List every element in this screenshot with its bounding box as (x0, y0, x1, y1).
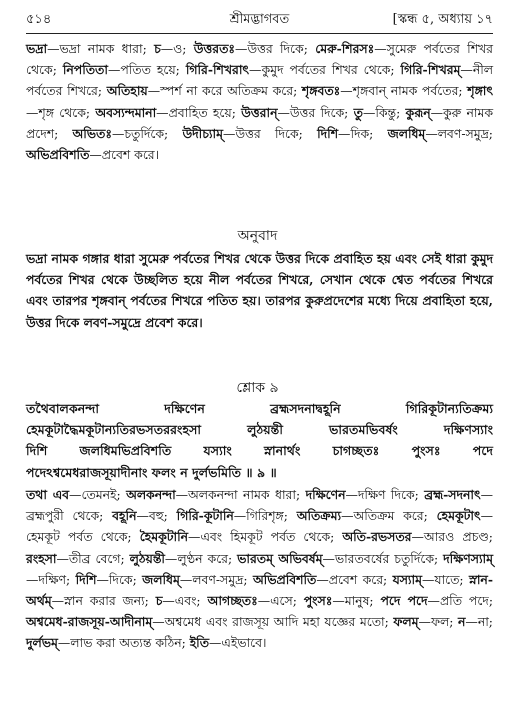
synonym-word: দুর্লভম্ (26, 635, 58, 651)
synonym-word: জলধিম্ (142, 571, 180, 587)
synonym-meaning: আরও প্রচণ্ড; (423, 529, 493, 545)
synonym-word: দক্ষিণস্যাম্ (443, 550, 494, 566)
synonym-meaning: পতিত হয়ে; (120, 62, 186, 78)
verse-line: তথৈবালকনন্দা দক্ষিণেন ব্রহ্মসদনাদ্বহূনি গিরিকূটান্যতিক্রম্য (26, 401, 493, 416)
synonym-word: অভিতঃ (72, 125, 112, 141)
synonym-word: ন (458, 614, 466, 630)
synonym-word: অলকনন্দা (126, 487, 176, 502)
synonym-word: স্নান-অর্থম্ (26, 571, 493, 609)
synonym-word: ইতি (189, 635, 210, 651)
synonym-meaning: উত্তর দিকে; (289, 104, 354, 120)
synonym-meaning: উত্তর দিকে; (235, 125, 318, 141)
header-divider (26, 33, 493, 34)
page-number: ৫১৪ (26, 12, 52, 27)
synonym-word: ব্রহ্ম-সদনাৎ (424, 487, 481, 502)
synonym-meaning: শৃঙ্গ থেকে; (38, 104, 96, 120)
synonym-meaning: লবণ-সমুদ্র; (192, 571, 253, 587)
synonym-word: অতিহায় (106, 83, 148, 99)
synonym-word: পদে পদে (380, 593, 428, 609)
synonym-meaning: গিরিশৃঙ্গ; (246, 508, 297, 524)
synonym-meaning: প্রবেশ করে; (328, 571, 393, 587)
translation-text: ভদ্রা নামক গঙ্গার ধারা সুমেরু পর্বতের শিখর থেকে উত্তর দিকে প্রবাহিত হয় এবং সেই ধারা কুমুদ পর্বতের শিখর থেকে উচ্ছলিত হয়ে নীল পর্বতের শিখরে, সেখান থেকে শ্বেত পর্বতের শিখরে এবং তারপর শৃঙ্গবান্ পর্বতের শিখরে পতিত হয়। তারপর কুরুপ্রদেশের মধ্যে দিয়ে প্রবাহিতা হয়ে, উত্তর দিকে লবণ-সমুদ্রে প্রবেশ করে। (26, 251, 493, 330)
synonym-word: শৃঙ্গবতঃ (301, 83, 341, 99)
verse-heading: শ্লোক ৯ (236, 380, 279, 396)
translation-heading: অনুবাদ (237, 228, 278, 244)
synonym-word: জলধিম্ (387, 125, 426, 141)
synonym-meaning: দিকে; (108, 571, 143, 587)
synonym-meaning: ফল; (430, 614, 459, 630)
synonym-word: লুঠয়ন্তী (129, 550, 165, 566)
book-title: শ্রীমদ্ভাগবত (229, 12, 290, 27)
synonym-word: অশ্বমেধ-রাজসূয়-আদীনাম্ (26, 614, 153, 630)
synonym-word: শৃঙ্গাৎ (467, 83, 493, 99)
synonym-meaning: লুণ্ঠন করে; (177, 550, 238, 566)
synonym-meaning: শৃঙ্গবান্ নামক পর্বতের; (352, 83, 468, 99)
synonym-word: কুরূন্ (405, 104, 431, 120)
synonym-meaning: হেমকূট পর্বত থেকে; (26, 529, 140, 545)
synonym-word: দিশি (75, 571, 97, 587)
synonym-word: অবস্যন্দমানা (95, 104, 157, 120)
synonym-meaning: ভারতবর্ষের চতুর্দিকে; (334, 550, 444, 566)
synonym-word: চ (155, 593, 163, 609)
synonym-word: বহূনি (112, 508, 137, 524)
synonym-meaning: ভদ্রা নামক ধারা; (59, 41, 155, 56)
synonym-word: তথা এব (26, 487, 70, 502)
synonym-word: ফলম্ (393, 614, 419, 630)
synonym-meaning: উত্তর দিকে; (247, 41, 316, 56)
synonym-meaning: কুরু নামক প্রদেশ; (26, 104, 493, 141)
synonym-word: অভিপ্রবিশতি (252, 571, 317, 587)
synonym-word: অতিক্রম্য (296, 508, 342, 524)
synonym-word: চ (154, 41, 161, 56)
synonym-meaning: সুমেরু পর্বতের শিখর থেকে; (26, 41, 493, 78)
synonym-meaning: অলকনন্দা নামক ধারা; (188, 487, 306, 502)
synonym-word: দক্ষিণেন (305, 487, 346, 502)
synonym-meaning: এসে; (270, 593, 304, 609)
synonym-meaning: চতুর্দিকে; (124, 125, 183, 141)
synonym-word: নিপতিতা (62, 62, 108, 78)
synonym-meaning: অশ্বমেধ এবং রাজসূয় আদি মহা যজ্ঞের মতো; (164, 614, 394, 630)
synonym-word: গিরি-শিখরাৎ (185, 62, 250, 78)
synonym-meaning: লবণ-সমুদ্র; (437, 125, 493, 141)
synonym-word: ভদ্রা (26, 41, 48, 56)
synonym-meaning: দিক; (350, 125, 388, 141)
synonyms-section-top: ভদ্রা—ভদ্রা নামক ধারা; চ—ও; উত্তরতঃ—উত্তর দিকে; মেরু-শিরসঃ—সুমেরু পর্বতের শিখর থেকে; নিপতিতা—পতিত হয়ে; গিরি-শিখরাৎ—কুমুদ পর্বতের শিখর থেকে; গিরি-শিখরম্—নীল পর্বতের শিখরে; অতিহায়—স্পর্শ না করে অতিক্রম করে; শৃঙ্গবতঃ—শৃঙ্গবান্ নামক পর্বতের; শৃঙ্গাৎ—শৃঙ্গ থেকে; অবস্যন্দমানা—প্রবাহিত হয়ে; উত্তরান্—উত্তর দিকে; তু—কিন্তু; কুরূন্—কুরু নামক প্রদেশ; অভিতঃ—চতুর্দিকে; উদীচ্যাম্—উত্তর দিকে; দিশি—দিক; জলধিম্—লবণ-সমুদ্র; অভিপ্রবিশতি—প্রবেশ করে। (26, 41, 493, 163)
verse-line: দিশি জলধিমভিপ্রবিশতি যস্যাং স্নানার্থং চাগচ্ছতঃ পুংসঃ পদে (26, 443, 493, 459)
synonym-word: দিশি (317, 125, 339, 141)
synonym-word: আগচ্ছতঃ (207, 593, 258, 609)
synonym-meaning: এবং; (174, 593, 208, 609)
chapter-location: [স্কন্ধ ৫, অধ্যায় ১৭ (392, 12, 493, 27)
synonym-meaning: না; (477, 614, 493, 630)
synonym-word: যস্যাম্ (392, 571, 422, 587)
synonym-word: গিরি-শিখরম্ (400, 62, 461, 78)
synonym-word: মেরু-শিরসঃ (315, 41, 375, 56)
synonym-word: হেমকূটাৎ (436, 508, 481, 524)
synonym-word: উদীচ্যাম্ (182, 125, 223, 141)
synonym-meaning: দক্ষিণ; (38, 571, 76, 587)
synonym-meaning: নীল পর্বতের শিখরে; (26, 62, 493, 99)
synonym-word: অতি-রভসতর (342, 529, 412, 545)
synonym-word: উত্তরান্ (241, 104, 278, 120)
synonym-meaning: স্পর্শ না করে অতিক্রম করে; (160, 83, 302, 99)
verse-line: হেমকূটাদ্ধৈমকূটান্যতিরভসতররংহসা লুঠয়ন্তী ভারতমভিবর্ষং দক্ষিণস্যাং (26, 422, 493, 438)
synonym-meaning: তীব্র বেগে; (68, 550, 130, 566)
verse-text (26, 398, 493, 483)
synonym-word: উত্তরতঃ (193, 41, 235, 56)
synonym-word: হৈমকূটানি (139, 529, 189, 545)
synonym-word: তু (353, 104, 363, 120)
synonym-meaning: বহু; (148, 508, 177, 524)
synonym-meaning: প্রতি পদে; (439, 593, 493, 609)
synonym-meaning: কুমুদ পর্বতের শিখর থেকে; (261, 62, 401, 78)
synonym-meaning: লাভ করা অত্যন্ত কঠিন; (70, 635, 190, 651)
synonym-meaning: প্রবেশ করে। (101, 147, 160, 163)
synonym-meaning: এবং হিমকূট পর্বত থেকে; (200, 529, 343, 545)
synonym-word: ভারতম্ অভিবর্ষম্ (237, 550, 323, 566)
synonym-word: পুংসঃ (303, 593, 333, 609)
synonym-meaning: স্নান করার জন্য; (64, 593, 156, 609)
synonym-meaning: অতিক্রম করে; (353, 508, 437, 524)
synonym-word: রংহসা (26, 550, 57, 566)
synonym-meaning: ও; (173, 41, 194, 56)
synonym-word: গিরি-কূটানি (176, 508, 234, 524)
page-header (26, 10, 493, 32)
synonym-word: অভিপ্রবিশতি (26, 147, 90, 163)
verse-line: পদেঽশ্বমেধরাজসূয়াদীনাং ফলং ন দুর্লভমিতি ॥ ৯ ॥ (26, 464, 277, 480)
synonym-meaning: ব্রহ্মপুরী থেকে; (26, 508, 113, 524)
synonym-meaning: কিন্তু; (375, 104, 406, 120)
synonyms-section-bottom: তথা এব—তেমনই; অলকনন্দা—অলকনন্দা নামক ধারা; দক্ষিণেন—দক্ষিণ দিকে; ব্রহ্ম-সদনাৎ—ব্রহ্মপুরী থেকে; বহূনি—বহু; গিরি-কূটানি—গিরিশৃঙ্গ; অতিক্রম্য—অতিক্রম করে; হেমকূটাৎ—হেমকূট পর্বত থেকে; হৈমকূটানি—এবং হিমকূট পর্বত থেকে; অতি-রভসতর—আরও প্রচণ্ড; রংহসা—তীব্র বেগে; লুঠয়ন্তী—লুণ্ঠন করে; ভারতম্ অভিবর্ষম্—ভারতবর্ষের চতুর্দিকে; দক্ষিণস্যাম্—দক্ষিণ; দিশি—দিকে; জলধিম্—লবণ-সমুদ্র; অভিপ্রবিশতি—প্রবেশ করে; যস্যাম্—যাতে; স্নান-অর্থম্—স্নান করার জন্য; চ—এবং; আগচ্ছতঃ—এসে; পুংসঃ—মানুষ; পদে পদে—প্রতি পদে; অশ্বমেধ-রাজসূয়-আদীনাম্—অশ্বমেধ এবং রাজসূয় আদি মহা যজ্ঞের মতো; ফলম্—ফল; ন—না; দুর্লভম্—লাভ করা অত্যন্ত কঠিন; ইতি—এইভাবে। (26, 487, 494, 651)
synonym-meaning: যাতে; (434, 571, 469, 587)
synonym-meaning: দক্ষিণ দিকে; (357, 487, 425, 502)
synonym-meaning: প্রবাহিত হয়ে; (168, 104, 242, 120)
synonym-meaning: এইভাবে। (221, 635, 267, 651)
synonym-meaning: তেমনই; (81, 487, 127, 502)
synonym-meaning: মানুষ; (344, 593, 381, 609)
